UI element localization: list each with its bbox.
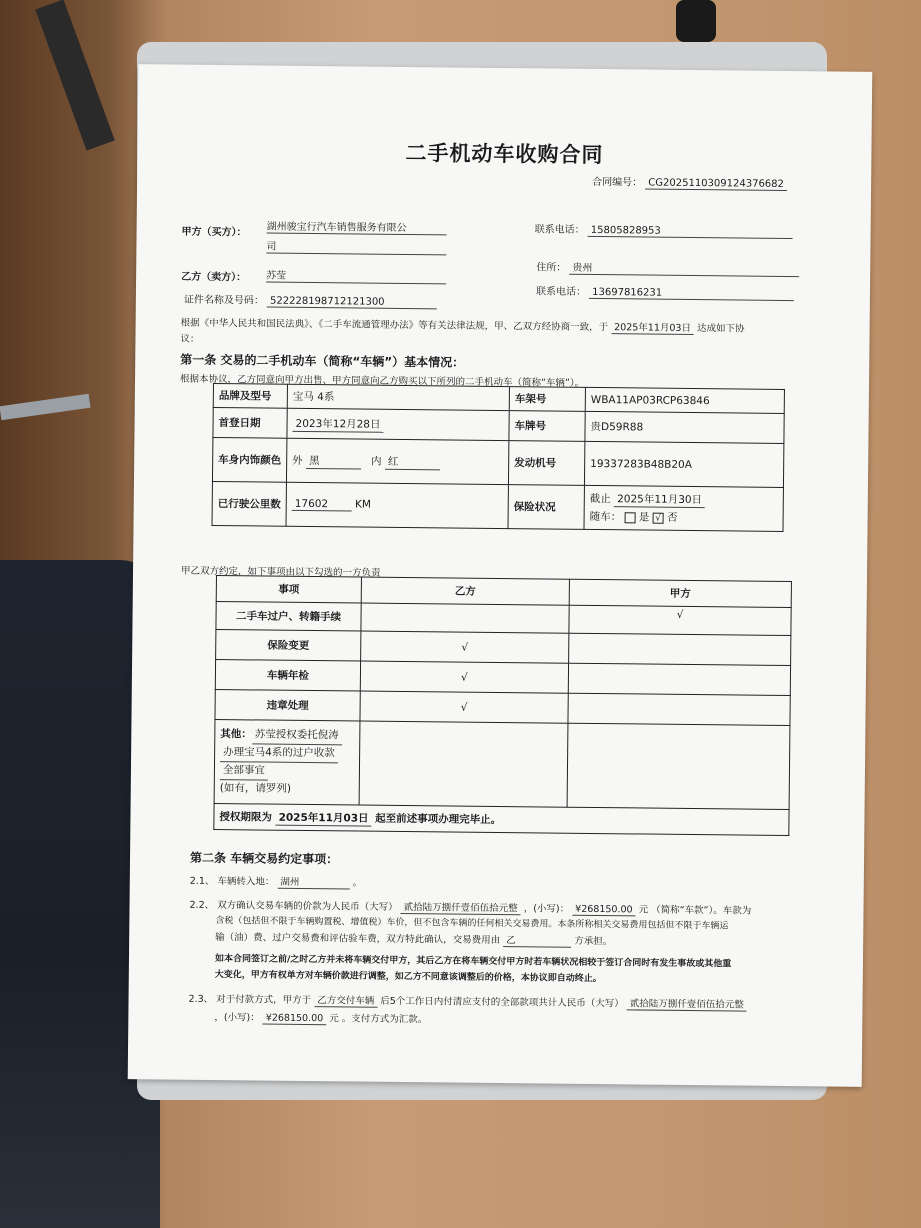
- responsibility-intro: 甲乙双方约定，如下事项由以下勾选的一方负责: [180, 565, 381, 579]
- seller-label: 乙方（卖方）：: [181, 271, 247, 284]
- color-ext-value: 黑: [306, 452, 361, 469]
- registration-date-label: 首登日期: [213, 407, 287, 438]
- clause-2-2-bold-1: 如本合同签订之前/之时乙方并未将车辆交付甲方，其后乙方在将车辆交付甲方时若车辆状况相较于签订合同时有发生事故或其他重: [214, 954, 732, 970]
- document-title: 二手机动车收购合同: [405, 140, 604, 168]
- vin-label: 车架号: [509, 387, 585, 412]
- seller-address-row: [536, 258, 799, 277]
- registration-date-value: 2023年12月28日: [292, 415, 383, 432]
- no-checkbox[interactable]: √: [653, 512, 664, 523]
- authorization-row: [214, 804, 789, 836]
- row-party-b: √: [360, 691, 568, 723]
- row-party-a: [568, 663, 790, 695]
- seller-phone-label: 联系电话：: [535, 286, 587, 298]
- seller-phone-row: [536, 282, 794, 301]
- price-upper: 贰拾陆万捌仟壹佰伍拾元整: [401, 899, 521, 915]
- buyer-phone-label: 联系电话：: [534, 224, 585, 236]
- yes-checkbox[interactable]: [624, 512, 635, 523]
- seller-id-label: 证件名称及号码：: [183, 294, 264, 307]
- row-party-a: √: [569, 605, 791, 635]
- color-label: 车身内饰颜色: [212, 437, 286, 482]
- engine-label: 发动机号: [508, 441, 584, 486]
- seller-id-row: [184, 291, 437, 310]
- clause-2-3-text-a: 对于付款方式，甲方于: [216, 994, 312, 1007]
- contract-number-value: CG2025110309124376682: [645, 178, 787, 191]
- insurance-until-value: 2025年11月30日: [614, 491, 705, 508]
- authorization-date: 2025年11月03日: [276, 809, 372, 826]
- clause-2-3-num: 2.3、: [188, 993, 214, 1006]
- mileage-unit: KM: [355, 498, 372, 511]
- other-cell: [214, 720, 360, 806]
- payment-lower: ¥268150.00: [263, 1013, 327, 1026]
- engine-value: 19337283B48B20A: [584, 441, 783, 487]
- buyer-phone-value: 15805828953: [588, 225, 793, 239]
- clause-2-1: [190, 873, 362, 890]
- clause-2-2-line2: 含税（包括但不限于车辆购置税、增值税）车价，但不包含车辆的任何相关交易费用。本条所称相关交易费用包括但不限于车辆运: [215, 916, 729, 932]
- other-label: 其他：: [220, 728, 252, 741]
- plate-value: 贵D59R88: [585, 411, 784, 443]
- buyer-name-line2: 司: [266, 238, 446, 256]
- color-ext-label: 外: [292, 454, 303, 467]
- row-party-b: √: [361, 631, 569, 663]
- mileage-value: 17602: [292, 498, 352, 512]
- clause-2-1-end: 。: [352, 877, 363, 889]
- authorization-label: 授权期限为: [219, 810, 273, 824]
- color-cell: [286, 438, 508, 484]
- clause-2-1-num: 2.1、: [189, 875, 215, 888]
- brand-label: 品牌及型号: [213, 383, 287, 408]
- clause-2-3-text-d: 元 。支付方式为汇款。: [329, 1013, 428, 1026]
- clause-2-2-text-c: 元 （简称“车款”）。车款为: [638, 904, 752, 917]
- authorization-tail: 起至前述事项办理完毕止。: [375, 812, 502, 826]
- yes-label: 是: [638, 511, 650, 524]
- other-party-a: [567, 723, 790, 809]
- brand-value: 宝马 4系: [287, 384, 509, 410]
- clause-2-2-num: 2.2、: [189, 899, 215, 912]
- other-party-b: [359, 721, 568, 807]
- other-text-2: 办理宝马4系的过户收款: [220, 744, 338, 763]
- registration-date-cell: [287, 408, 509, 440]
- with-car-label: 随车：: [589, 510, 622, 524]
- seller-name: 苏莹: [266, 267, 446, 285]
- article1-heading: 第一条 交易的二手机动车（简称“车辆”）基本情况：: [180, 352, 465, 370]
- insurance-label: 保险状况: [508, 485, 584, 530]
- clause-2-2-text-b: ，(小写)：: [523, 903, 570, 915]
- clause-2-2-line3: [215, 929, 612, 948]
- contract-number: [592, 173, 787, 191]
- clause-2-3-line1: [188, 991, 746, 1012]
- clause-2-2-text-e: 方承担。: [574, 935, 613, 948]
- clause-2-3-text-b: 后5个工作日内付清应支付的全部款项共计人民币（大写）: [380, 995, 624, 1010]
- insurance-until-label: 截止: [589, 492, 611, 506]
- col-party-b-header: 乙方: [361, 577, 569, 605]
- other-note: (如有，请罗列): [219, 782, 292, 795]
- article2-heading: 第二条 车辆交易约定事项：: [189, 850, 339, 867]
- clause-2-2-bold-2: 大变化，甲方有权单方对车辆价款进行调整，如乙方不同意该调整后的价格，本协议即自动终止。: [214, 970, 602, 985]
- row-party-a: [568, 693, 790, 725]
- article1-intro: 根据本协议，乙方同意向甲方出售、甲方同意向乙方购买以下所列的二手机动车（简称“车辆”）。: [179, 373, 585, 389]
- other-text-1: 苏莹授权委托倪涛: [252, 726, 342, 745]
- preamble-date: 2025年11月03日: [611, 319, 694, 335]
- seller-address-value: 贵州: [569, 259, 799, 277]
- row-party-a: [569, 633, 791, 665]
- mileage-cell: [286, 482, 508, 528]
- row-party-b: [361, 603, 569, 633]
- color-int-label: 内: [370, 455, 382, 468]
- color-int-value: 红: [385, 453, 440, 470]
- buyer-name-line1: 湖州骏宝行汽车销售服务有限公: [267, 218, 447, 236]
- preamble-text-c: 议：: [180, 333, 200, 345]
- contract-number-label: 合同编号：: [592, 176, 643, 189]
- clause-2-3-line2: [214, 1009, 427, 1026]
- vin-value: WBA11AP03RCP63846: [585, 387, 784, 413]
- col-item-header: 事项: [216, 576, 361, 604]
- contract-paper: [128, 64, 873, 1087]
- clause-2-2-text-d: 输（油）费、过户交易费和评估验车费，双方特此确认，交易费用由: [215, 932, 501, 947]
- preamble-text-b: 达成如下协: [696, 323, 745, 335]
- clause-2-3-text-c: ，(小写)：: [214, 1012, 260, 1024]
- price-lower: ¥268150.00: [572, 904, 636, 917]
- seller-phone-value: 13697816231: [589, 287, 794, 301]
- clause-2-1-value: 湖州: [277, 874, 349, 890]
- row-item: 车辆年检: [215, 660, 360, 692]
- clause-2-1-text: 车辆转入地：: [217, 876, 275, 888]
- row-party-b: √: [360, 661, 568, 693]
- payment-upper: 贰拾陆万捌仟壹佰伍拾元整: [627, 995, 747, 1011]
- payment-condition: 乙方交付车辆: [314, 992, 377, 1008]
- preamble-line1: [181, 315, 745, 336]
- vehicle-info-table: [212, 383, 785, 532]
- other-row: [214, 720, 790, 810]
- plate-label: 车牌号: [509, 411, 585, 442]
- mileage-label: 已行驶公里数: [212, 481, 286, 526]
- row-item: 保险变更: [216, 630, 361, 662]
- seller-address-label: 住所：: [536, 262, 567, 274]
- clipboard-clip: [676, 0, 716, 42]
- buyer-phone-row: [535, 220, 793, 239]
- responsibility-table: [213, 575, 792, 836]
- preamble-text-a: 根据《中华人民共和国民法典》、《二手车流通管理办法》等有关法律法规，甲、乙双方经协商一致，于: [180, 317, 609, 334]
- row-item: 违章处理: [215, 690, 360, 722]
- other-text-3: 全部事宜: [220, 762, 268, 781]
- fee-party: 乙: [503, 932, 571, 948]
- insurance-cell: [584, 485, 783, 531]
- seller-id-value: 522228198712121300: [267, 296, 437, 310]
- buyer-label: 甲方（买方）：: [181, 226, 247, 239]
- no-label: 否: [666, 511, 678, 524]
- row-item: 二手车过户、转籍手续: [216, 602, 361, 632]
- col-party-a-header: 甲方: [569, 579, 791, 607]
- clause-2-2-text-a: 双方确认交易车辆的价款为人民币（大写）: [217, 900, 398, 913]
